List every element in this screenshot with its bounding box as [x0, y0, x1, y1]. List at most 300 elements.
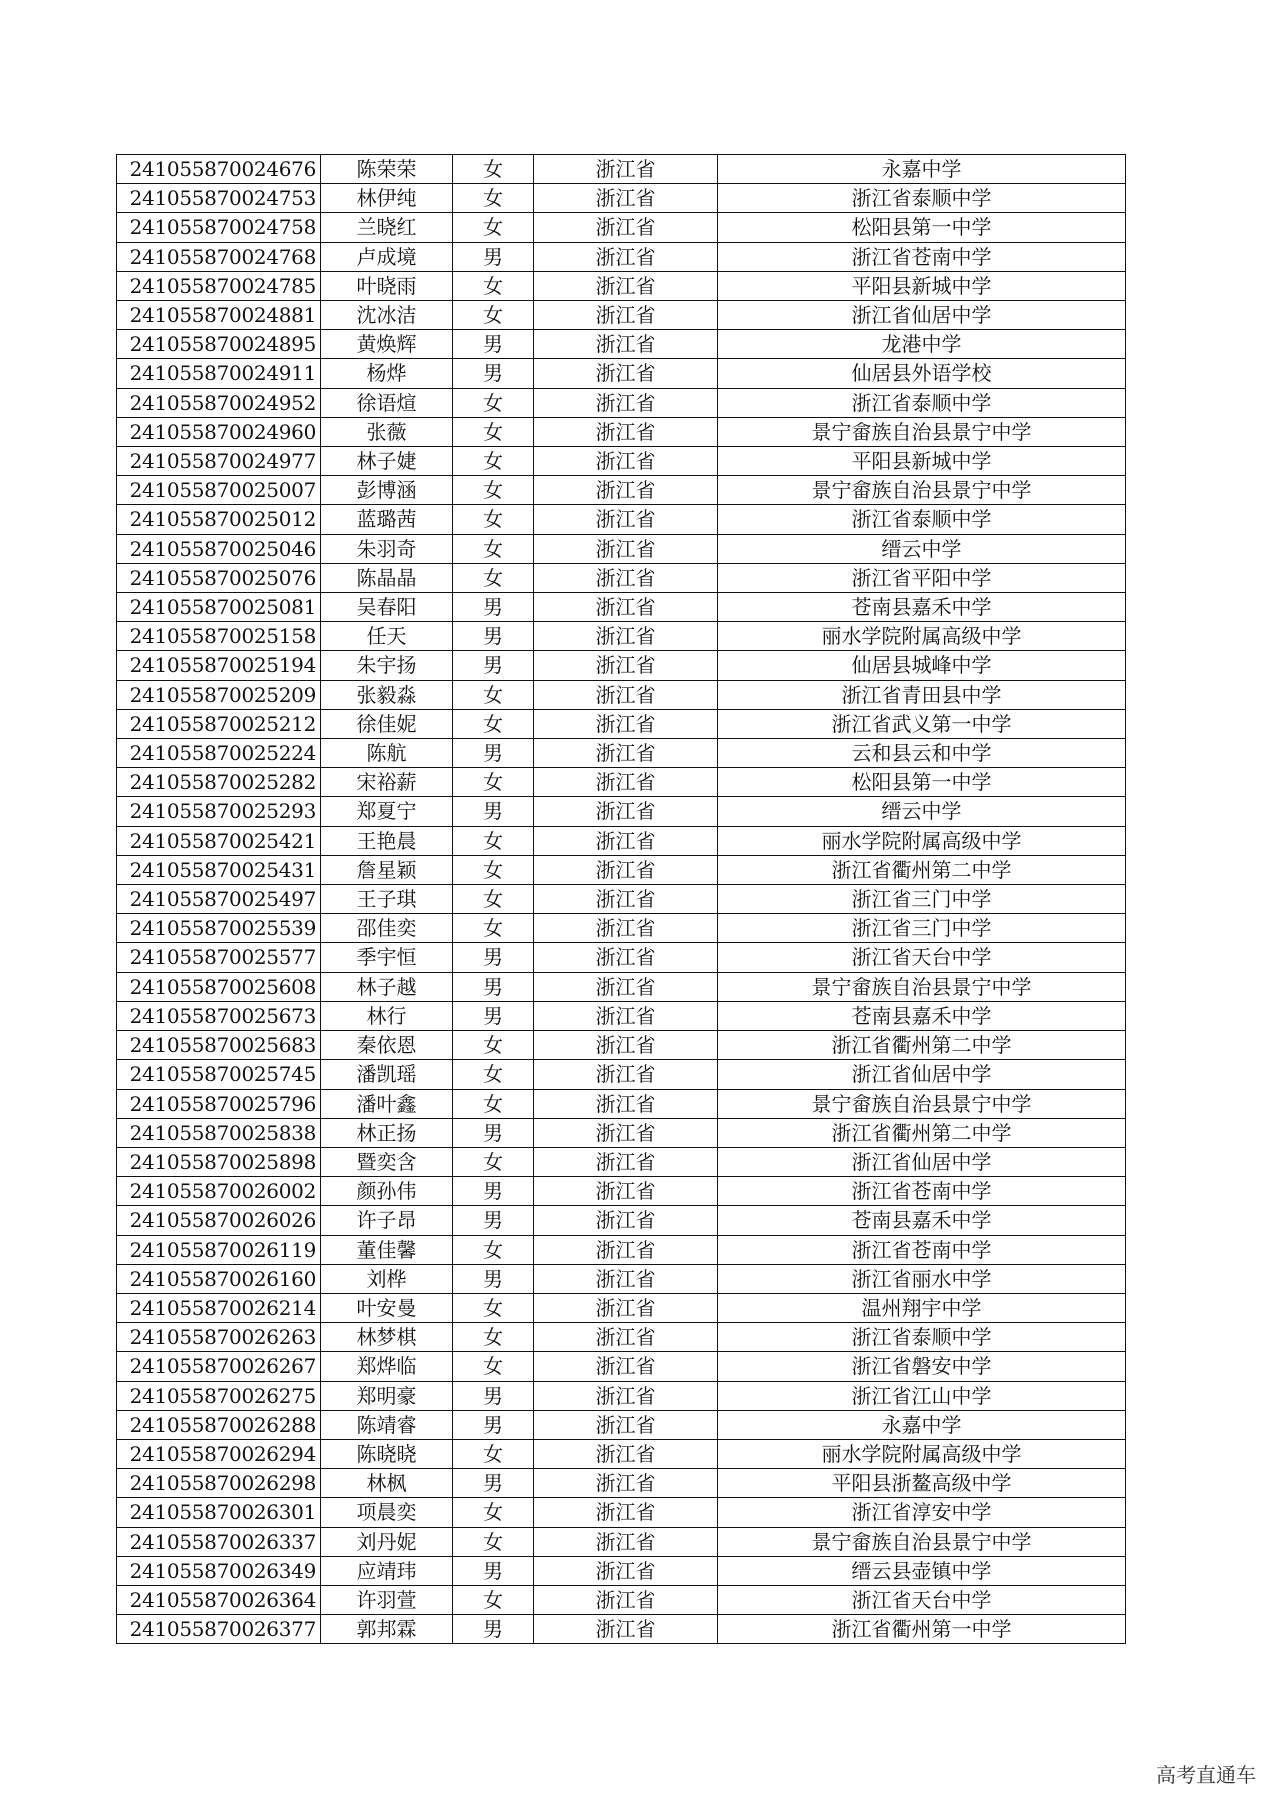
cell-province: 浙江省: [534, 1206, 718, 1235]
cell-province: 浙江省: [534, 797, 718, 826]
cell-exam-id: 241055870025007: [117, 476, 321, 505]
table-row: [117, 184, 1126, 213]
cell-school: 浙江省衢州第二中学: [718, 1118, 1126, 1147]
table-row: [117, 388, 1126, 417]
cell-student-name: 杨烨: [321, 359, 453, 388]
cell-school: 仙居县外语学校: [718, 359, 1126, 388]
cell-gender: 女: [453, 1089, 534, 1118]
table-row: [117, 1206, 1126, 1235]
cell-school: 浙江省衢州第二中学: [718, 855, 1126, 884]
cell-school: 景宁畲族自治县景宁中学: [718, 1089, 1126, 1118]
cell-gender: 女: [453, 885, 534, 914]
cell-gender: 男: [453, 651, 534, 680]
cell-gender: 女: [453, 855, 534, 884]
cell-province: 浙江省: [534, 359, 718, 388]
cell-student-name: 朱宇扬: [321, 651, 453, 680]
cell-gender: 女: [453, 1585, 534, 1614]
cell-province: 浙江省: [534, 1439, 718, 1468]
cell-province: 浙江省: [534, 768, 718, 797]
cell-student-name: 季宇恒: [321, 943, 453, 972]
cell-province: 浙江省: [534, 709, 718, 738]
cell-exam-id: 241055870025683: [117, 1031, 321, 1060]
cell-province: 浙江省: [534, 739, 718, 768]
table-row: [117, 1001, 1126, 1030]
cell-school: 缙云中学: [718, 534, 1126, 563]
table-row: [117, 768, 1126, 797]
cell-province: 浙江省: [534, 622, 718, 651]
table-row: [117, 914, 1126, 943]
cell-student-name: 詹星颖: [321, 855, 453, 884]
cell-student-name: 郭邦霖: [321, 1615, 453, 1644]
cell-school: 松阳县第一中学: [718, 213, 1126, 242]
table-row: [117, 1410, 1126, 1439]
cell-school: 云和县云和中学: [718, 739, 1126, 768]
cell-exam-id: 241055870026214: [117, 1293, 321, 1322]
cell-gender: 女: [453, 301, 534, 330]
cell-gender: 男: [453, 593, 534, 622]
table-row: [117, 505, 1126, 534]
cell-gender: 男: [453, 1001, 534, 1030]
cell-student-name: 陈靖睿: [321, 1410, 453, 1439]
cell-province: 浙江省: [534, 476, 718, 505]
cell-school: 浙江省天台中学: [718, 1585, 1126, 1614]
cell-province: 浙江省: [534, 330, 718, 359]
cell-student-name: 陈晓晓: [321, 1439, 453, 1468]
table-row: [117, 1177, 1126, 1206]
cell-province: 浙江省: [534, 1031, 718, 1060]
cell-province: 浙江省: [534, 388, 718, 417]
cell-province: 浙江省: [534, 242, 718, 271]
table-row: [117, 213, 1126, 242]
cell-province: 浙江省: [534, 680, 718, 709]
cell-school: 浙江省泰顺中学: [718, 1323, 1126, 1352]
cell-province: 浙江省: [534, 1060, 718, 1089]
cell-student-name: 许羽萱: [321, 1585, 453, 1614]
cell-province: 浙江省: [534, 1527, 718, 1556]
cell-exam-id: 241055870025796: [117, 1089, 321, 1118]
table-row: [117, 1527, 1126, 1556]
cell-exam-id: 241055870026119: [117, 1235, 321, 1264]
cell-school: 苍南县嘉禾中学: [718, 1206, 1126, 1235]
cell-school: 浙江省泰顺中学: [718, 388, 1126, 417]
table-row: [117, 155, 1126, 184]
cell-student-name: 林子越: [321, 972, 453, 1001]
cell-province: 浙江省: [534, 855, 718, 884]
cell-province: 浙江省: [534, 1323, 718, 1352]
cell-exam-id: 241055870025076: [117, 563, 321, 592]
cell-student-name: 颜孙伟: [321, 1177, 453, 1206]
cell-school: 浙江省苍南中学: [718, 1235, 1126, 1264]
table-body: [117, 155, 1126, 1644]
cell-school: 浙江省泰顺中学: [718, 505, 1126, 534]
cell-exam-id: 241055870026349: [117, 1556, 321, 1585]
cell-school: 浙江省三门中学: [718, 914, 1126, 943]
cell-gender: 女: [453, 184, 534, 213]
cell-exam-id: 241055870025046: [117, 534, 321, 563]
cell-province: 浙江省: [534, 826, 718, 855]
cell-exam-id: 241055870026002: [117, 1177, 321, 1206]
table-row: [117, 1556, 1126, 1585]
table-row: [117, 622, 1126, 651]
cell-student-name: 林行: [321, 1001, 453, 1030]
table-row: [117, 1147, 1126, 1176]
cell-school: 平阳县浙鳌高级中学: [718, 1469, 1126, 1498]
cell-gender: 女: [453, 505, 534, 534]
cell-exam-id: 241055870024911: [117, 359, 321, 388]
cell-province: 浙江省: [534, 1381, 718, 1410]
cell-school: 浙江省武义第一中学: [718, 709, 1126, 738]
cell-student-name: 王子琪: [321, 885, 453, 914]
cell-student-name: 黄焕辉: [321, 330, 453, 359]
cell-school: 景宁畲族自治县景宁中学: [718, 417, 1126, 446]
cell-province: 浙江省: [534, 1615, 718, 1644]
cell-gender: 女: [453, 1498, 534, 1527]
table-row: [117, 563, 1126, 592]
cell-province: 浙江省: [534, 505, 718, 534]
cell-gender: 女: [453, 1235, 534, 1264]
cell-province: 浙江省: [534, 972, 718, 1001]
cell-school: 永嘉中学: [718, 155, 1126, 184]
cell-student-name: 王艳晨: [321, 826, 453, 855]
cell-school: 苍南县嘉禾中学: [718, 593, 1126, 622]
cell-student-name: 陈航: [321, 739, 453, 768]
cell-exam-id: 241055870026364: [117, 1585, 321, 1614]
cell-exam-id: 241055870025293: [117, 797, 321, 826]
table-row: [117, 797, 1126, 826]
cell-exam-id: 241055870025497: [117, 885, 321, 914]
table-row: [117, 242, 1126, 271]
cell-student-name: 林梦棋: [321, 1323, 453, 1352]
cell-gender: 女: [453, 1527, 534, 1556]
cell-school: 浙江省仙居中学: [718, 1060, 1126, 1089]
table-row: [117, 1323, 1126, 1352]
cell-gender: 女: [453, 826, 534, 855]
cell-student-name: 兰晓红: [321, 213, 453, 242]
cell-province: 浙江省: [534, 301, 718, 330]
cell-exam-id: 241055870026294: [117, 1439, 321, 1468]
cell-gender: 男: [453, 622, 534, 651]
cell-gender: 男: [453, 972, 534, 1001]
cell-exam-id: 241055870026288: [117, 1410, 321, 1439]
cell-gender: 女: [453, 1147, 534, 1176]
cell-student-name: 林正扬: [321, 1118, 453, 1147]
cell-gender: 女: [453, 155, 534, 184]
cell-province: 浙江省: [534, 1177, 718, 1206]
cell-gender: 男: [453, 1469, 534, 1498]
table-row: [117, 359, 1126, 388]
cell-exam-id: 241055870024785: [117, 271, 321, 300]
table-row: [117, 1031, 1126, 1060]
cell-province: 浙江省: [534, 1089, 718, 1118]
table-row: [117, 1585, 1126, 1614]
cell-exam-id: 241055870026377: [117, 1615, 321, 1644]
cell-school: 浙江省苍南中学: [718, 1177, 1126, 1206]
table-row: [117, 1060, 1126, 1089]
cell-province: 浙江省: [534, 1293, 718, 1322]
cell-school: 丽水学院附属高级中学: [718, 826, 1126, 855]
cell-student-name: 叶晓雨: [321, 271, 453, 300]
cell-gender: 女: [453, 709, 534, 738]
cell-student-name: 董佳馨: [321, 1235, 453, 1264]
cell-gender: 男: [453, 739, 534, 768]
cell-gender: 女: [453, 476, 534, 505]
cell-exam-id: 241055870025421: [117, 826, 321, 855]
cell-student-name: 潘凯瑶: [321, 1060, 453, 1089]
cell-exam-id: 241055870025081: [117, 593, 321, 622]
cell-gender: 男: [453, 1264, 534, 1293]
cell-province: 浙江省: [534, 1001, 718, 1030]
cell-student-name: 张毅淼: [321, 680, 453, 709]
cell-exam-id: 241055870025431: [117, 855, 321, 884]
cell-gender: 女: [453, 1060, 534, 1089]
cell-school: 景宁畲族自治县景宁中学: [718, 972, 1126, 1001]
cell-exam-id: 241055870026026: [117, 1206, 321, 1235]
cell-student-name: 彭博涵: [321, 476, 453, 505]
cell-province: 浙江省: [534, 914, 718, 943]
cell-exam-id: 241055870026275: [117, 1381, 321, 1410]
cell-student-name: 吴春阳: [321, 593, 453, 622]
cell-gender: 男: [453, 1381, 534, 1410]
cell-exam-id: 241055870025212: [117, 709, 321, 738]
table-row: [117, 943, 1126, 972]
cell-student-name: 任天: [321, 622, 453, 651]
cell-gender: 女: [453, 914, 534, 943]
table-row: [117, 1469, 1126, 1498]
table-row: [117, 1235, 1126, 1264]
cell-school: 景宁畲族自治县景宁中学: [718, 1527, 1126, 1556]
cell-student-name: 暨奕含: [321, 1147, 453, 1176]
cell-exam-id: 241055870025838: [117, 1118, 321, 1147]
cell-student-name: 项晨奕: [321, 1498, 453, 1527]
cell-student-name: 潘叶鑫: [321, 1089, 453, 1118]
cell-school: 浙江省青田县中学: [718, 680, 1126, 709]
cell-student-name: 林伊纯: [321, 184, 453, 213]
cell-gender: 女: [453, 213, 534, 242]
cell-school: 丽水学院附属高级中学: [718, 1439, 1126, 1468]
table-row: [117, 1439, 1126, 1468]
cell-school: 仙居县城峰中学: [718, 651, 1126, 680]
table-row: [117, 1352, 1126, 1381]
cell-exam-id: 241055870024758: [117, 213, 321, 242]
cell-student-name: 刘桦: [321, 1264, 453, 1293]
cell-school: 浙江省淳安中学: [718, 1498, 1126, 1527]
table-row: [117, 447, 1126, 476]
cell-gender: 女: [453, 563, 534, 592]
cell-school: 龙港中学: [718, 330, 1126, 359]
cell-exam-id: 241055870026267: [117, 1352, 321, 1381]
cell-student-name: 徐佳妮: [321, 709, 453, 738]
cell-gender: 女: [453, 1352, 534, 1381]
cell-exam-id: 241055870024676: [117, 155, 321, 184]
table-row: [117, 855, 1126, 884]
cell-exam-id: 241055870025608: [117, 972, 321, 1001]
cell-school: 缙云县壶镇中学: [718, 1556, 1126, 1585]
table-row: [117, 1264, 1126, 1293]
cell-school: 平阳县新城中学: [718, 447, 1126, 476]
table-row: [117, 534, 1126, 563]
cell-province: 浙江省: [534, 417, 718, 446]
cell-gender: 男: [453, 1556, 534, 1585]
cell-exam-id: 241055870025577: [117, 943, 321, 972]
cell-exam-id: 241055870025673: [117, 1001, 321, 1030]
cell-exam-id: 241055870025282: [117, 768, 321, 797]
cell-school: 浙江省衢州第一中学: [718, 1615, 1126, 1644]
cell-school: 浙江省仙居中学: [718, 1147, 1126, 1176]
cell-province: 浙江省: [534, 1498, 718, 1527]
cell-student-name: 林子婕: [321, 447, 453, 476]
cell-exam-id: 241055870026263: [117, 1323, 321, 1352]
cell-exam-id: 241055870026337: [117, 1527, 321, 1556]
cell-student-name: 林枫: [321, 1469, 453, 1498]
cell-student-name: 叶安曼: [321, 1293, 453, 1322]
table-row: [117, 301, 1126, 330]
cell-gender: 男: [453, 943, 534, 972]
watermark-text: 高考直通车: [1156, 1763, 1256, 1787]
cell-school: 平阳县新城中学: [718, 271, 1126, 300]
cell-exam-id: 241055870024768: [117, 242, 321, 271]
cell-school: 浙江省天台中学: [718, 943, 1126, 972]
cell-exam-id: 241055870025209: [117, 680, 321, 709]
cell-student-name: 蓝璐茜: [321, 505, 453, 534]
cell-province: 浙江省: [534, 1410, 718, 1439]
cell-school: 景宁畲族自治县景宁中学: [718, 476, 1126, 505]
cell-province: 浙江省: [534, 1235, 718, 1264]
cell-province: 浙江省: [534, 651, 718, 680]
cell-province: 浙江省: [534, 534, 718, 563]
cell-student-name: 邵佳奕: [321, 914, 453, 943]
cell-gender: 女: [453, 447, 534, 476]
cell-gender: 女: [453, 534, 534, 563]
table-row: [117, 1118, 1126, 1147]
table-row: [117, 1381, 1126, 1410]
table-row: [117, 1293, 1126, 1322]
cell-exam-id: 241055870025539: [117, 914, 321, 943]
table-row: [117, 972, 1126, 1001]
cell-gender: 女: [453, 680, 534, 709]
table-row: [117, 593, 1126, 622]
cell-school: 温州翔宇中学: [718, 1293, 1126, 1322]
cell-student-name: 卢成境: [321, 242, 453, 271]
cell-gender: 男: [453, 1410, 534, 1439]
cell-student-name: 宋裕薪: [321, 768, 453, 797]
table-row: [117, 739, 1126, 768]
cell-exam-id: 241055870025012: [117, 505, 321, 534]
cell-exam-id: 241055870024753: [117, 184, 321, 213]
cell-province: 浙江省: [534, 213, 718, 242]
cell-province: 浙江省: [534, 271, 718, 300]
cell-gender: 男: [453, 1177, 534, 1206]
cell-student-name: 郑夏宁: [321, 797, 453, 826]
cell-province: 浙江省: [534, 1352, 718, 1381]
cell-province: 浙江省: [534, 1147, 718, 1176]
table-row: [117, 271, 1126, 300]
cell-gender: 女: [453, 768, 534, 797]
cell-student-name: 陈荣荣: [321, 155, 453, 184]
cell-school: 缙云中学: [718, 797, 1126, 826]
cell-school: 浙江省苍南中学: [718, 242, 1126, 271]
cell-school: 浙江省衢州第二中学: [718, 1031, 1126, 1060]
cell-province: 浙江省: [534, 447, 718, 476]
cell-province: 浙江省: [534, 1469, 718, 1498]
cell-gender: 女: [453, 1293, 534, 1322]
cell-exam-id: 241055870026298: [117, 1469, 321, 1498]
cell-student-name: 应靖玮: [321, 1556, 453, 1585]
cell-exam-id: 241055870024960: [117, 417, 321, 446]
cell-student-name: 朱羽奇: [321, 534, 453, 563]
cell-gender: 女: [453, 1439, 534, 1468]
cell-exam-id: 241055870025745: [117, 1060, 321, 1089]
cell-gender: 女: [453, 388, 534, 417]
cell-province: 浙江省: [534, 943, 718, 972]
cell-school: 浙江省仙居中学: [718, 301, 1126, 330]
cell-gender: 女: [453, 1323, 534, 1352]
cell-student-name: 刘丹妮: [321, 1527, 453, 1556]
cell-student-name: 秦依恩: [321, 1031, 453, 1060]
cell-province: 浙江省: [534, 1264, 718, 1293]
cell-student-name: 张薇: [321, 417, 453, 446]
cell-school: 苍南县嘉禾中学: [718, 1001, 1126, 1030]
cell-school: 浙江省泰顺中学: [718, 184, 1126, 213]
cell-gender: 女: [453, 417, 534, 446]
cell-exam-id: 241055870025158: [117, 622, 321, 651]
admission-list-table: [116, 154, 1126, 1644]
table-row: [117, 330, 1126, 359]
cell-school: 浙江省丽水中学: [718, 1264, 1126, 1293]
cell-gender: 男: [453, 1206, 534, 1235]
table-row: [117, 651, 1126, 680]
cell-school: 浙江省三门中学: [718, 885, 1126, 914]
cell-exam-id: 241055870025224: [117, 739, 321, 768]
cell-exam-id: 241055870025898: [117, 1147, 321, 1176]
cell-province: 浙江省: [534, 184, 718, 213]
cell-school: 丽水学院附属高级中学: [718, 622, 1126, 651]
cell-student-name: 陈晶晶: [321, 563, 453, 592]
cell-province: 浙江省: [534, 155, 718, 184]
cell-gender: 男: [453, 359, 534, 388]
table-row: [117, 417, 1126, 446]
cell-gender: 男: [453, 1615, 534, 1644]
table-row: [117, 826, 1126, 855]
cell-exam-id: 241055870024977: [117, 447, 321, 476]
table-row: [117, 1089, 1126, 1118]
cell-exam-id: 241055870026160: [117, 1264, 321, 1293]
cell-student-name: 郑明豪: [321, 1381, 453, 1410]
cell-province: 浙江省: [534, 885, 718, 914]
cell-exam-id: 241055870024895: [117, 330, 321, 359]
table-row: [117, 1615, 1126, 1644]
cell-student-name: 许子昂: [321, 1206, 453, 1235]
cell-student-name: 郑烨临: [321, 1352, 453, 1381]
cell-gender: 男: [453, 1118, 534, 1147]
cell-student-name: 沈冰洁: [321, 301, 453, 330]
cell-school: 浙江省磐安中学: [718, 1352, 1126, 1381]
cell-gender: 男: [453, 797, 534, 826]
cell-gender: 女: [453, 271, 534, 300]
cell-exam-id: 241055870024881: [117, 301, 321, 330]
cell-gender: 男: [453, 242, 534, 271]
table-row: [117, 476, 1126, 505]
cell-province: 浙江省: [534, 593, 718, 622]
cell-school: 松阳县第一中学: [718, 768, 1126, 797]
cell-school: 浙江省平阳中学: [718, 563, 1126, 592]
cell-gender: 男: [453, 330, 534, 359]
cell-exam-id: 241055870026301: [117, 1498, 321, 1527]
table-row: [117, 709, 1126, 738]
cell-gender: 女: [453, 1031, 534, 1060]
cell-exam-id: 241055870025194: [117, 651, 321, 680]
table-row: [117, 680, 1126, 709]
table-row: [117, 1498, 1126, 1527]
